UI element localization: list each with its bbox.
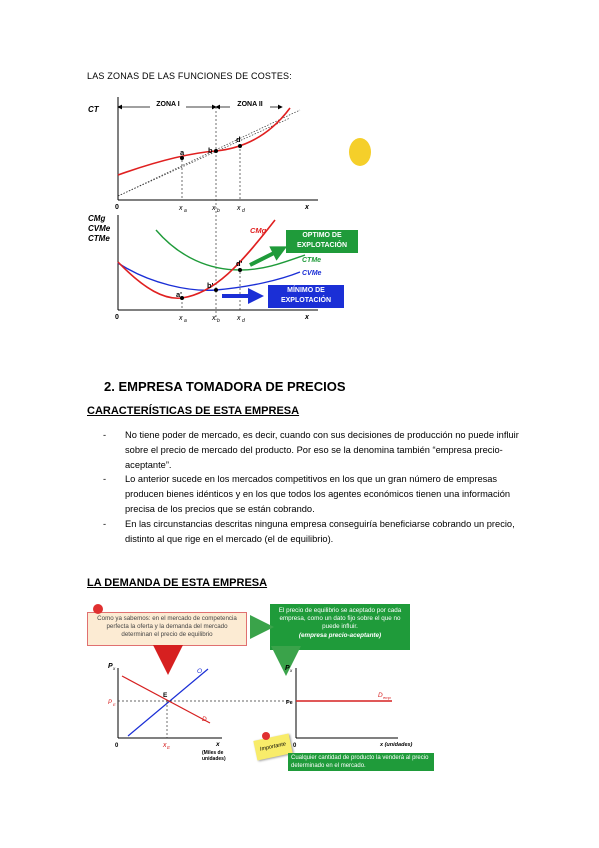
svg-text:unidades): unidades) <box>202 756 226 762</box>
svg-text:x: x <box>179 315 183 322</box>
characteristics-list <box>103 428 523 546</box>
ctme-axis-label: CTMe <box>88 234 110 243</box>
ctme-curve <box>156 230 305 270</box>
point-d-prime <box>238 268 242 272</box>
ct-axis-label: CT <box>88 105 99 114</box>
point-b-prime-label: b' <box>207 281 214 290</box>
svg-text:x: x <box>305 314 309 321</box>
tick-xd: x <box>237 205 241 212</box>
zone2-label: ZONA II <box>237 101 263 108</box>
firm-chart <box>285 665 413 749</box>
demand-heading: LA DEMANDA DE ESTA EMPRESA <box>87 577 268 589</box>
svg-text:(Miles de: (Miles de <box>202 750 224 756</box>
point-a-label: a <box>180 148 185 157</box>
optimo-box: OPTIMO DE EXPLOTACIÓN <box>286 230 358 253</box>
zones-title: LAS ZONAS DE LAS FUNCIONES DE COSTES: <box>87 71 292 81</box>
svg-text:emp: emp <box>383 695 391 700</box>
svg-text:O: O <box>197 668 203 675</box>
list-item: - En las circunstancias descritas ninguna empresa conseguiría beneficiarse cobrando un precio, distinto al que rige en el mercado (el de equilibrio). <box>103 518 515 544</box>
optimo-arrow <box>250 250 280 265</box>
x-axis-label: x <box>305 204 309 211</box>
svg-text:x: x <box>212 315 216 322</box>
point-b <box>214 149 218 153</box>
svg-text:0: 0 <box>115 743 119 749</box>
list-item: - No tiene poder de mercado, es decir, cuando con sus decisiones de producción no puede influir sobre el precio de mercado del producto. Por eso se la denomina también “empresa precio-aceptante”. <box>103 430 519 470</box>
section-title: 2. EMPRESA TOMADORA DE PRECIOS <box>104 379 346 394</box>
svg-text:Pe: Pe <box>286 700 293 706</box>
svg-text:0: 0 <box>293 743 297 749</box>
svg-text:P: P <box>108 700 113 706</box>
svg-text:x: x <box>113 666 116 671</box>
ct-curve <box>118 108 290 175</box>
point-a-prime-label: a' <box>176 290 182 299</box>
pin-icon <box>93 604 103 614</box>
svg-text:D: D <box>378 692 383 699</box>
origin-label: 0 <box>115 204 119 211</box>
tick-xb: x <box>212 205 216 212</box>
svg-text:D: D <box>202 716 207 723</box>
cmg-axis-label: CMg <box>88 214 106 223</box>
tick-xb-sub: b <box>217 208 220 214</box>
minimo-box: MÍNIMO DE EXPLOTACIÓN <box>268 285 344 308</box>
svg-text:E: E <box>113 702 116 707</box>
smiley-icon <box>349 138 371 166</box>
point-b-prime <box>214 288 218 292</box>
svg-text:x: x <box>290 668 293 673</box>
list-item: - Lo anterior sucede en los mercados competitivos en los que un gran número de empresas producen bienes idénticos y en los que todos los agentes económicos tienen una información precisa de los precios que se están cobrando. <box>103 474 511 514</box>
svg-text:a: a <box>184 318 187 324</box>
cmg-label: CMg <box>250 226 267 235</box>
svg-text:b: b <box>217 318 220 324</box>
svg-text:x: x <box>163 742 167 749</box>
sticky-note: Importante <box>253 733 292 760</box>
tick-xd-sub: d <box>242 208 245 214</box>
ctme-label: CTMe <box>302 257 322 264</box>
svg-text:P: P <box>285 665 290 672</box>
svg-text:P: P <box>108 663 113 670</box>
zone1-label: ZONA I <box>156 101 180 108</box>
svg-text:E: E <box>163 692 168 699</box>
any-quantity-note: Cualquier cantidad de producto la venderá al precio determinado en el mercado. <box>288 753 434 771</box>
supply-line <box>128 669 208 736</box>
svg-text:0: 0 <box>115 314 119 321</box>
cvme-label: CVMe <box>302 270 322 277</box>
demand-figures <box>100 615 440 765</box>
svg-text:d: d <box>242 318 245 324</box>
svg-text:x (unidades): x (unidades) <box>380 742 413 748</box>
svg-text:x: x <box>216 741 220 748</box>
svg-text:E: E <box>167 745 171 750</box>
point-b-label: b <box>208 146 213 155</box>
point-d <box>238 144 242 148</box>
market-note: Como ya sabemos: en el mercado de competencia perfecta la oferta y la demanda del mercado determinan el precio de equilibrio <box>87 612 247 646</box>
price-taker-note: El precio de equilibrio se aceptado por cada empresa, como un dato fijo sobre el que no puede influir. (empresa precio-aceptante) <box>270 604 410 650</box>
svg-text:x: x <box>237 315 241 322</box>
market-chart <box>108 663 290 762</box>
ray-through-origin <box>118 118 290 196</box>
point-d-label: d <box>236 135 241 144</box>
point-d-prime-label: d' <box>236 259 243 268</box>
tick-xa: x <box>179 205 183 212</box>
cvme-axis-label: CVMe <box>88 224 111 233</box>
tick-xa-sub: a <box>184 208 187 214</box>
characteristics-heading: CARACTERÍSTICAS DE ESTA EMPRESA <box>87 405 300 417</box>
demand-line <box>122 676 210 723</box>
